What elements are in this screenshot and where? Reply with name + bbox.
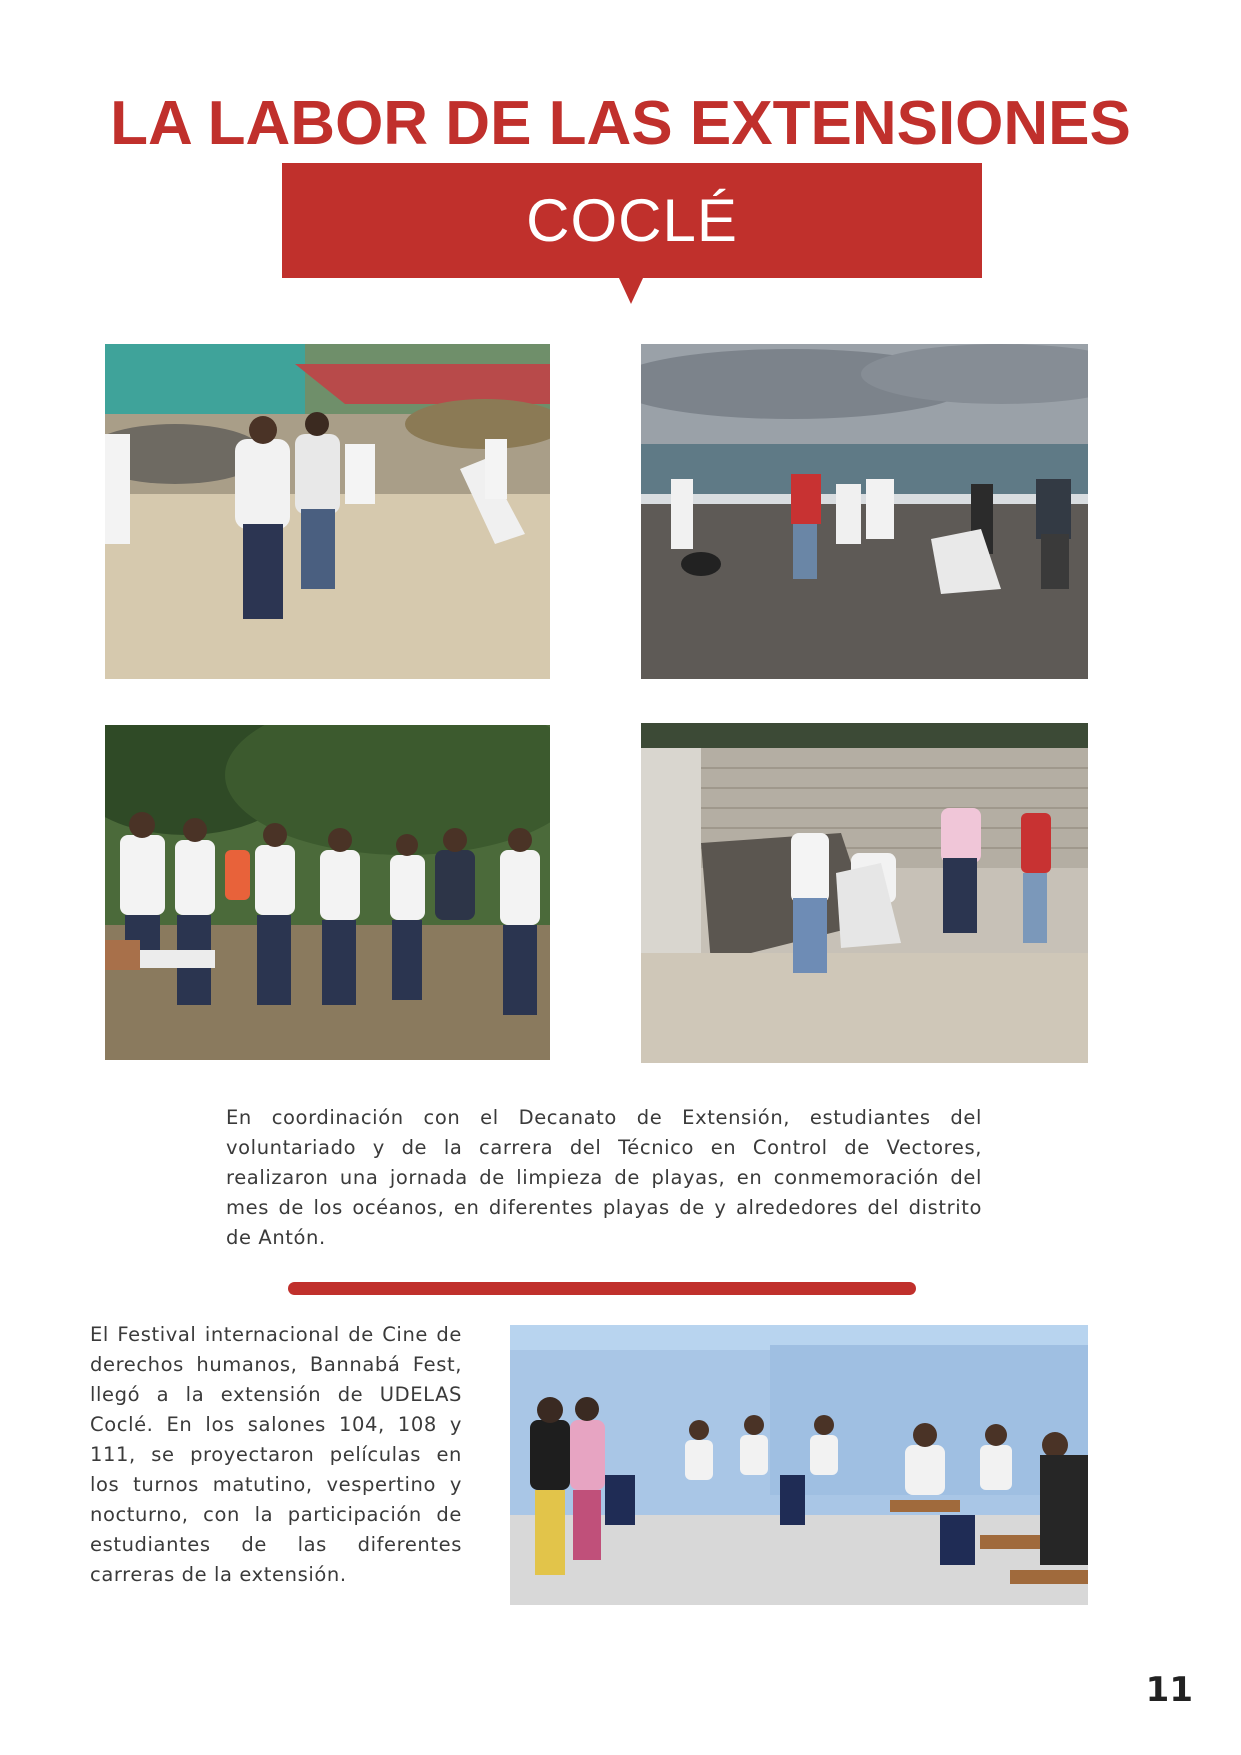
section-divider [288,1282,916,1295]
page-title: LA LABOR DE LAS EXTENSIONES [110,89,1131,158]
banner-pointer [619,278,643,304]
section-banner [282,163,982,278]
photo-classroom-screening [510,1325,1088,1605]
photo-group-under-trees [105,725,550,1060]
cleanup-paragraph: En coordinación con el Decanato de Extensión, estudiantes del voluntariado y de la carrera del Técnico en Control de Vectores, realizaron una jornada de limpieza de playas, en conmemoración del mes de los océanos, en diferentes playas de y alrededores del distrito de Antón. [226,1106,982,1249]
photo-cleanup-near-wall [641,723,1088,1063]
festival-paragraph: El Festival internacional de Cine de derechos humanos, Bannabá Fest, llegó a la extensión de UDELAS Coclé. En los salones 104, 108 y 111, se proyectaron películas en los turnos matutino, vespertino y nocturno, con la participación de estudiantes de las diferentes carreras de la extensión. [90,1323,462,1586]
photo-beach-cleanup-sand [105,344,550,679]
banner-label: COCLÉ [526,187,738,254]
photo-beach-cleanup-shore [641,344,1088,679]
page-number: 11 [1145,1670,1193,1710]
